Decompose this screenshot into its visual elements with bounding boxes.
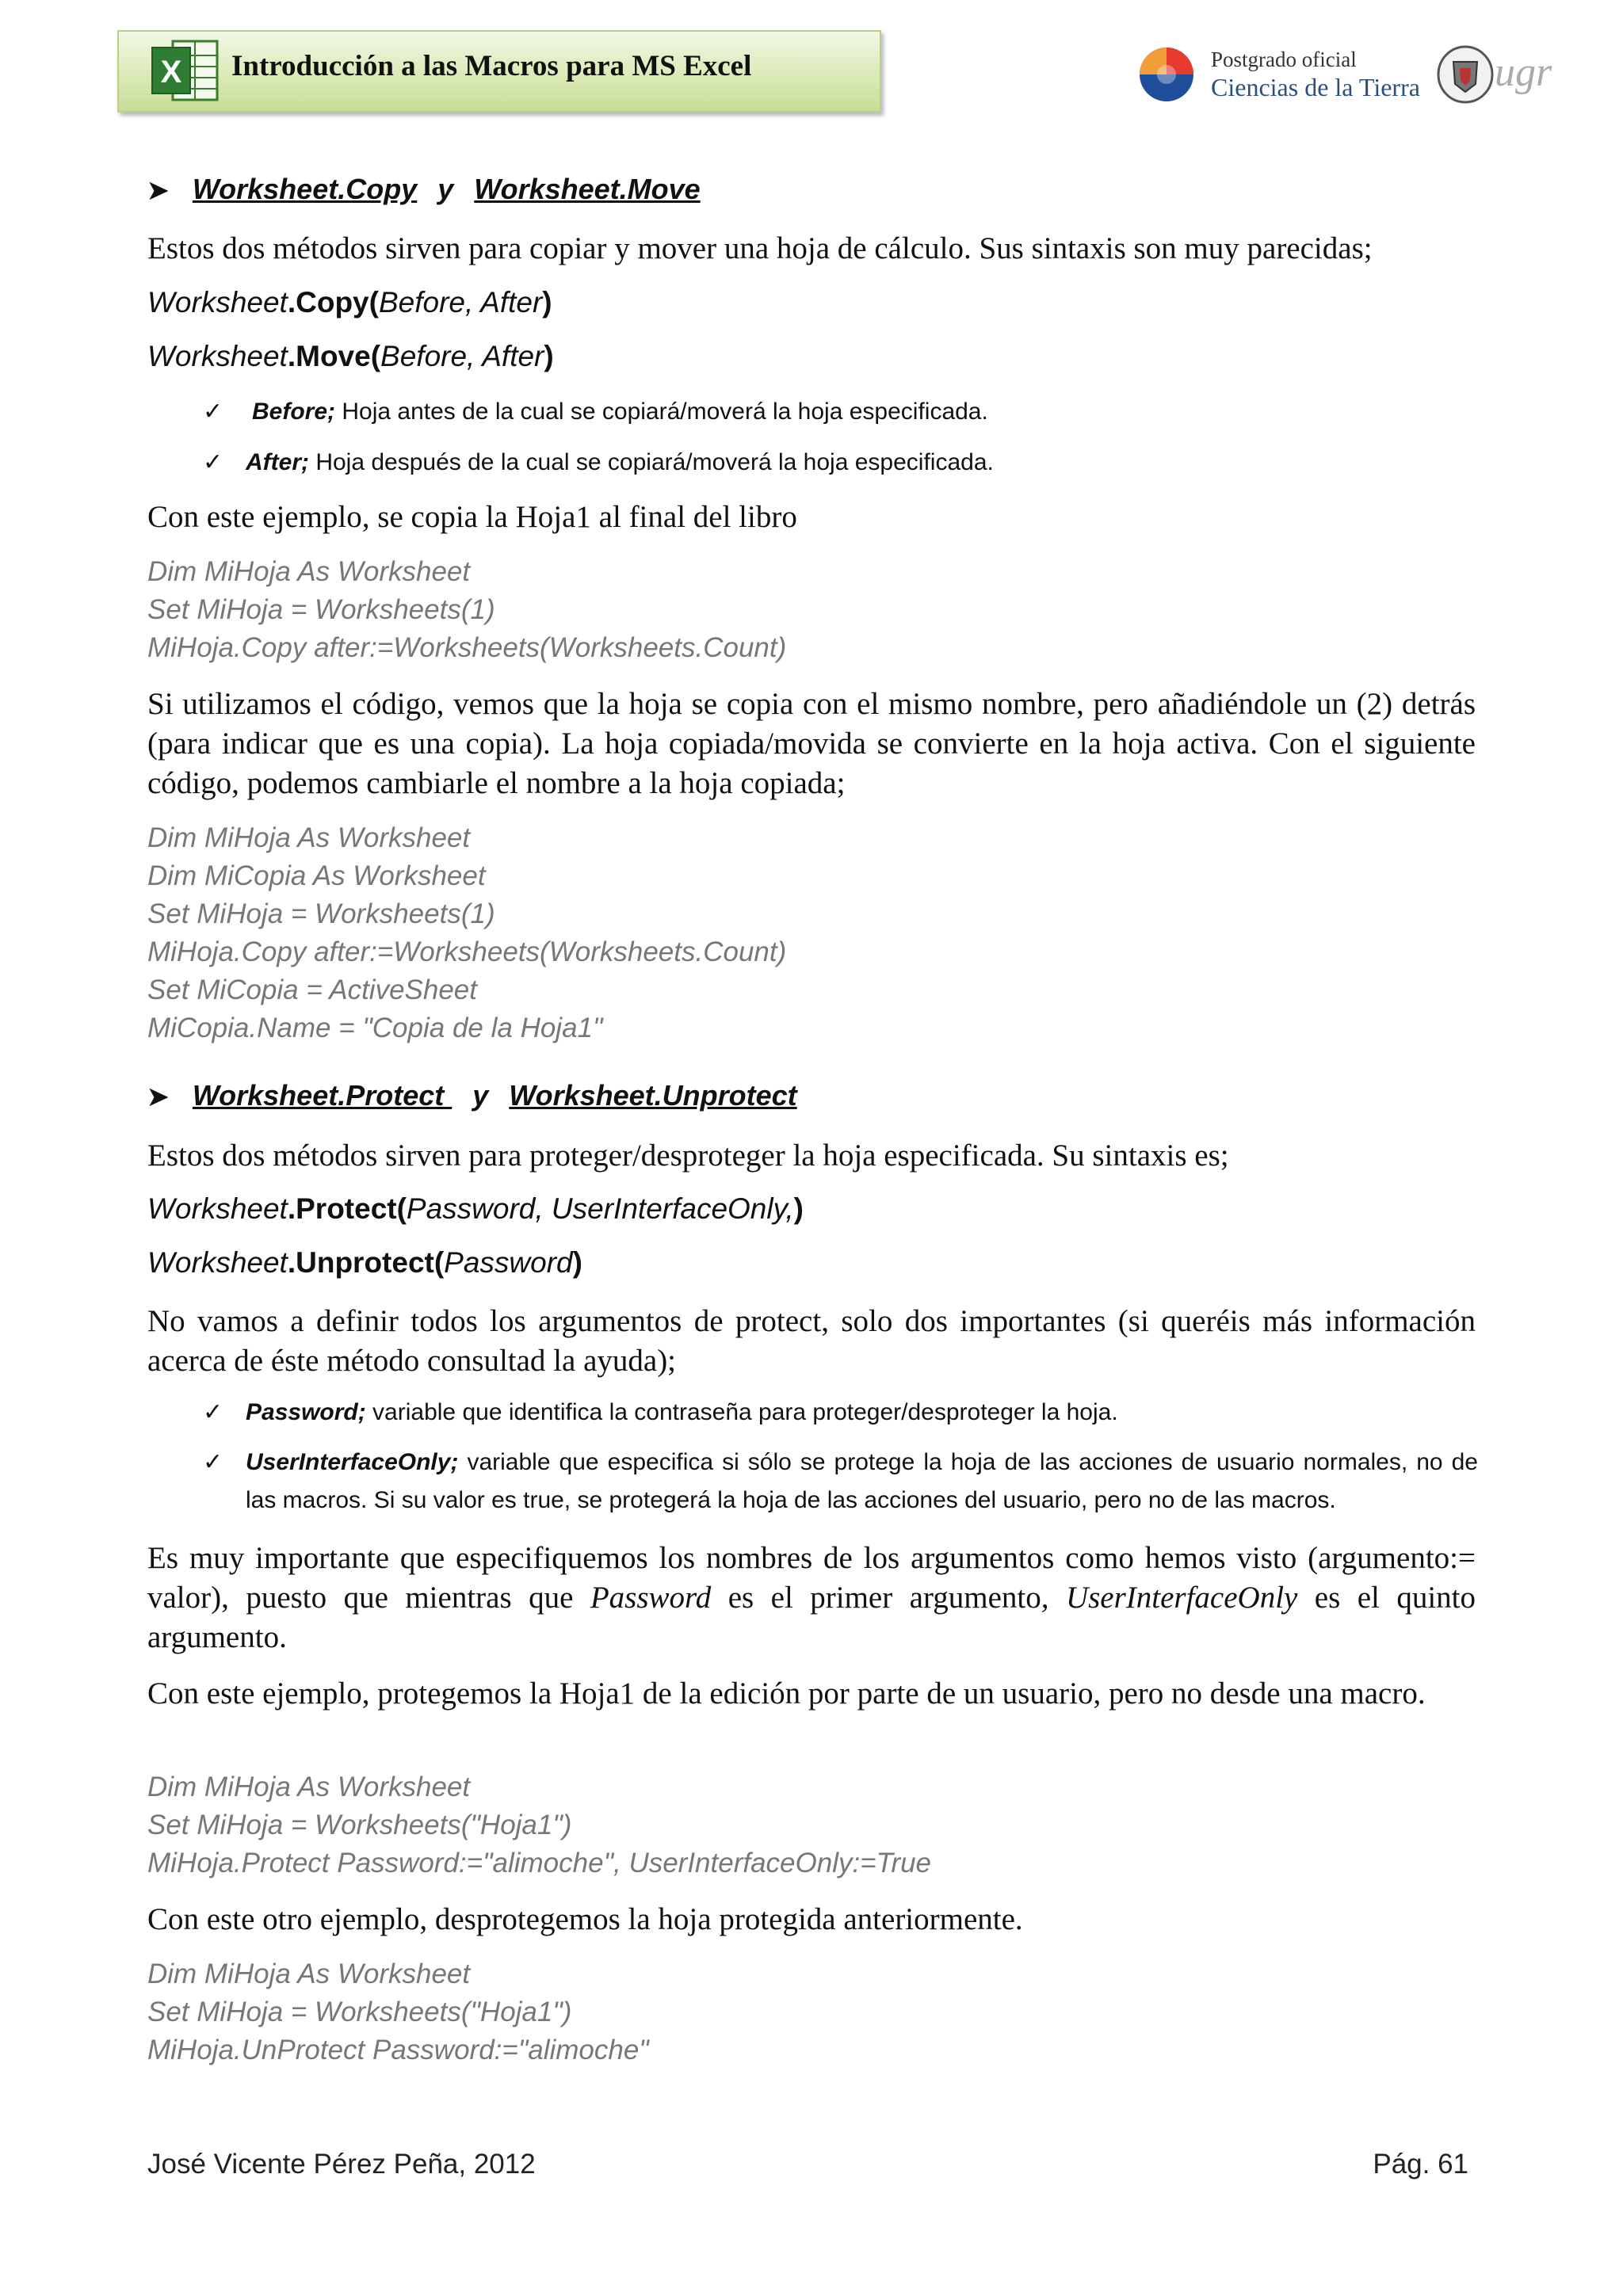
code-line: Dim MiHoja As Worksheet — [147, 1772, 471, 1802]
heading-move: Worksheet.Move — [474, 173, 701, 205]
check-icon: ✓ — [203, 399, 223, 425]
code-line: Dim MiHoja As Worksheet — [147, 822, 471, 853]
code-line: Set MiHoja = Worksheets(1) — [147, 898, 495, 929]
university-logo-text: ugr — [1495, 50, 1552, 95]
protect-intro: Estos dos métodos sirven para proteger/desproteger la hoja especificada. Su sintaxis es; — [147, 1138, 1229, 1173]
code-line: MiCopia.Name = "Copia de la Hoja1" — [147, 1013, 603, 1043]
copy-explanation: Si utilizamos el código, vemos que la hoja se copia con el mismo nombre, pero añadiéndole un (2) detrás (para indicar que es una copia). La hoja copiada/movida se convierte en la hoja activa. Con el siguiente código, podemos cambiarle el nombre a la hoja copiada; — [147, 687, 1476, 800]
check-icon: ✓ — [203, 1449, 223, 1475]
svg-text:X: X — [160, 55, 182, 90]
code-block-copy — [147, 553, 1476, 667]
arrow-bullet-icon: ➤ — [147, 1082, 169, 1111]
bullet-password: ✓ Password; variable que identifica la contraseña para proteger/desproteger la hoja. — [246, 1394, 1478, 1432]
check-icon: ✓ — [203, 449, 223, 475]
unprotect-example-intro: Con este otro ejemplo, desprotegemos la hoja protegida anteriormente. — [147, 1902, 1023, 1936]
syntax-copy: Worksheet.Copy(Before, After) — [147, 286, 552, 318]
syntax-unprotect: Worksheet.Unprotect(Password) — [147, 1246, 582, 1279]
check-icon: ✓ — [203, 1399, 223, 1425]
program-line-1: Postgrado oficial — [1211, 48, 1357, 71]
code-line: Set MiHoja = Worksheets("Hoja1") — [147, 1810, 572, 1840]
code-line: Dim MiCopia As Worksheet — [147, 860, 486, 891]
code-block-protect — [147, 1768, 1476, 1882]
bullet-after: ✓ After; Hoja después de la cual se copiará/moverá la hoja especificada. — [246, 444, 1474, 482]
code-line: MiHoja.Protect Password:="alimoche", UserInterfaceOnly:=True — [147, 1848, 932, 1878]
document-title: Introducción a las Macros para MS Excel — [231, 50, 752, 82]
syntax-protect: Worksheet.Protect(Password, UserInterfaceOnly,) — [147, 1192, 804, 1225]
heading-unprotect: Worksheet.Unprotect — [509, 1079, 797, 1112]
arrow-bullet-icon: ➤ — [147, 176, 169, 204]
footer-author: José Vicente Pérez Peña, 2012 — [147, 2149, 536, 2180]
code-line: Set MiHoja = Worksheets("Hoja1") — [147, 1997, 572, 2027]
heading-conjunction: y — [437, 173, 454, 205]
heading-copy: Worksheet.Copy — [192, 173, 418, 205]
section-heading-protect-unprotect — [147, 1079, 1476, 1112]
bullet-userinterfaceonly: ✓ UserInterfaceOnly; variable que especifica si sólo se protege la hoja de las acciones de usuario normales, no de las macros. Si su valor es true, se protegerá la hoja de las acciones del usuario, pero no de las macros. — [246, 1444, 1478, 1520]
argument-names-note: Es muy importante que especifiquemos los nombres de los argumentos como hemos visto (argumento:= valor), puesto que mientras que Password es el primer argumento, UserInterfaceOnly es el quinto argumento. — [147, 1541, 1476, 1654]
code-line: MiHoja.Copy after:=Worksheets(Worksheets.Count) — [147, 936, 787, 967]
code-line: MiHoja.UnProtect Password:="alimoche" — [147, 2035, 649, 2065]
heading-protect: Worksheet.Protect — [192, 1079, 453, 1112]
code-block-unprotect — [147, 1955, 1476, 2069]
code-block-rename — [147, 819, 1476, 1047]
program-line-2: Ciencias de la Tierra — [1211, 73, 1420, 101]
syntax-move: Worksheet.Move(Before, After) — [147, 340, 554, 372]
protect-arguments-intro: No vamos a definir todos los argumentos de protect, solo dos importantes (si queréis más información acerca de éste método consultad la ayuda); — [147, 1304, 1476, 1378]
code-line: MiHoja.Copy after:=Worksheets(Worksheets.Count) — [147, 632, 787, 663]
bullet-before: ✓ Before; Hoja antes de la cual se copiará/moverá la hoja especificada. — [252, 393, 1480, 431]
protect-example-intro: Con este ejemplo, protegemos la Hoja1 de la edición por parte de un usuario, pero no desde una macro. — [147, 1676, 1426, 1711]
heading-conjunction: y — [472, 1079, 489, 1112]
code-line: Set MiHoja = Worksheets(1) — [147, 594, 495, 625]
excel-icon — [149, 36, 220, 105]
code-line: Set MiCopia = ActiveSheet — [147, 974, 478, 1005]
copy-move-intro: Estos dos métodos sirven para copiar y mover una hoja de cálculo. Sus sintaxis son muy parecidas; — [147, 231, 1373, 265]
university-seal-icon — [1436, 44, 1495, 105]
code-line: Dim MiHoja As Worksheet — [147, 1958, 471, 1989]
section-heading-copy-move — [147, 173, 1476, 206]
page-number: Pág. 61 — [1373, 2149, 1468, 2180]
postgrado-logo — [1138, 46, 1195, 103]
code-line: Dim MiHoja As Worksheet — [147, 556, 471, 587]
copy-example-intro: Con este ejemplo, se copia la Hoja1 al final del libro — [147, 500, 797, 534]
